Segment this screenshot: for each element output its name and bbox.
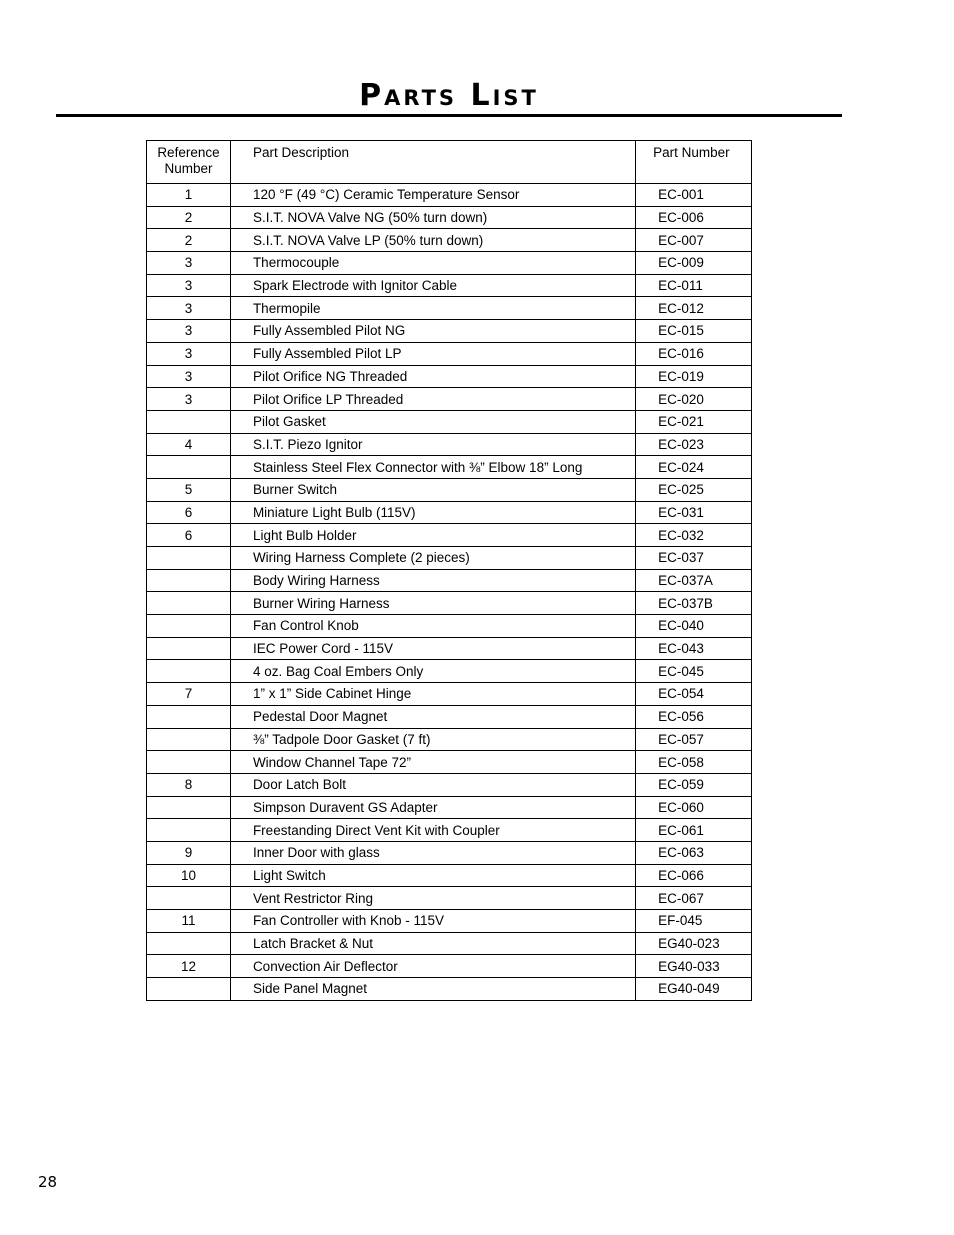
part-description-cell: Pilot Orifice LP Threaded [230,388,635,411]
header-part-number: Part Number [636,141,752,184]
part-description-cell: Light Switch [230,864,635,887]
part-description-cell: Fully Assembled Pilot LP [230,342,635,365]
reference-number-cell: 10 [147,864,231,887]
reference-number-cell [147,637,231,660]
page-title: Parts List [359,78,539,113]
part-description-cell: Pedestal Door Magnet [230,705,635,728]
reference-number-cell: 3 [147,388,231,411]
part-description-cell: Stainless Steel Flex Connector with ⅜” Elbow 18” Long [230,456,635,479]
part-description-cell: Side Panel Magnet [230,978,635,1001]
part-description-cell: ⅜” Tadpole Door Gasket (7 ft) [230,728,635,751]
part-number-cell: EC-020 [636,388,752,411]
table-row [147,410,752,433]
part-description-cell: S.I.T. Piezo Ignitor [230,433,635,456]
table-row [147,456,752,479]
table-row [147,501,752,524]
table-row [147,728,752,751]
part-description-cell: Fan Control Knob [230,615,635,638]
table-row [147,955,752,978]
part-number-cell: EC-067 [636,887,752,910]
reference-number-cell [147,660,231,683]
table-row [147,910,752,933]
part-number-cell: EG40-033 [636,955,752,978]
table-row [147,365,752,388]
part-number-cell: EC-023 [636,433,752,456]
table-row [147,660,752,683]
reference-number-cell: 3 [147,320,231,343]
reference-number-cell [147,978,231,1001]
part-number-cell: EC-059 [636,773,752,796]
table-header-row [147,141,752,184]
table-row [147,320,752,343]
table-row [147,978,752,1001]
table-row [147,297,752,320]
reference-number-cell: 3 [147,297,231,320]
part-description-cell: Window Channel Tape 72” [230,751,635,774]
table-row [147,252,752,275]
reference-number-cell [147,705,231,728]
part-number-cell: EC-016 [636,342,752,365]
reference-number-cell [147,410,231,433]
reference-number-cell: 11 [147,910,231,933]
table-row [147,388,752,411]
part-description-cell: Fan Controller with Knob - 115V [230,910,635,933]
part-description-cell: Miniature Light Bulb (115V) [230,501,635,524]
reference-number-cell [147,547,231,570]
table-row [147,524,752,547]
header-part-description: Part Description [230,141,635,184]
reference-number-cell: 12 [147,955,231,978]
part-number-cell: EC-006 [636,206,752,229]
part-description-cell: S.I.T. NOVA Valve LP (50% turn down) [230,229,635,252]
part-number-cell: EC-015 [636,320,752,343]
reference-number-cell: 1 [147,184,231,207]
reference-number-cell: 6 [147,501,231,524]
part-description-cell: Pilot Orifice NG Threaded [230,365,635,388]
part-number-cell: EC-012 [636,297,752,320]
table-row [147,342,752,365]
parts-table-body [147,184,752,1001]
part-number-cell: EC-037A [636,569,752,592]
part-description-cell: Freestanding Direct Vent Kit with Coupler [230,819,635,842]
table-row [147,615,752,638]
part-number-cell: EC-043 [636,637,752,660]
header-reference-number: Reference Number [147,141,231,184]
table-row [147,932,752,955]
part-description-cell: Spark Electrode with Ignitor Cable [230,274,635,297]
parts-table [146,140,752,1001]
table-row [147,184,752,207]
part-description-cell: Vent Restrictor Ring [230,887,635,910]
reference-number-cell: 3 [147,252,231,275]
part-number-cell: EG40-049 [636,978,752,1001]
reference-number-cell [147,887,231,910]
table-row [147,796,752,819]
reference-number-cell [147,796,231,819]
part-description-cell: Fully Assembled Pilot NG [230,320,635,343]
part-number-cell: EC-001 [636,184,752,207]
table-row [147,683,752,706]
part-number-cell: EC-056 [636,705,752,728]
reference-number-cell [147,932,231,955]
part-number-cell: EC-054 [636,683,752,706]
reference-number-cell [147,456,231,479]
reference-number-cell: 2 [147,206,231,229]
table-row [147,592,752,615]
part-description-cell: Light Bulb Holder [230,524,635,547]
table-row [147,274,752,297]
reference-number-cell: 7 [147,683,231,706]
part-description-cell: Thermocouple [230,252,635,275]
part-number-cell: EC-066 [636,864,752,887]
part-number-cell: EC-011 [636,274,752,297]
part-number-cell: EC-057 [636,728,752,751]
part-number-cell: EC-019 [636,365,752,388]
part-number-cell: EC-021 [636,410,752,433]
part-description-cell: Door Latch Bolt [230,773,635,796]
table-row [147,547,752,570]
table-row [147,637,752,660]
part-number-cell: EC-060 [636,796,752,819]
part-number-cell: EC-024 [636,456,752,479]
reference-number-cell [147,569,231,592]
reference-number-cell: 3 [147,365,231,388]
reference-number-cell: 6 [147,524,231,547]
table-row [147,841,752,864]
reference-number-cell: 4 [147,433,231,456]
reference-number-cell [147,592,231,615]
part-number-cell: EC-009 [636,252,752,275]
table-row [147,206,752,229]
part-number-cell: EC-063 [636,841,752,864]
part-description-cell: IEC Power Cord - 115V [230,637,635,660]
part-number-cell: EC-025 [636,478,752,501]
table-row [147,569,752,592]
part-description-cell: 120 °F (49 °C) Ceramic Temperature Sensor [230,184,635,207]
table-row [147,229,752,252]
part-description-cell: 4 oz. Bag Coal Embers Only [230,660,635,683]
part-description-cell: Body Wiring Harness [230,569,635,592]
part-number-cell: EC-037B [636,592,752,615]
reference-number-cell: 2 [147,229,231,252]
part-description-cell: Latch Bracket & Nut [230,932,635,955]
reference-number-cell: 3 [147,342,231,365]
part-number-cell: EC-040 [636,615,752,638]
part-description-cell: S.I.T. NOVA Valve NG (50% turn down) [230,206,635,229]
part-description-cell: Thermopile [230,297,635,320]
part-number-cell: EC-058 [636,751,752,774]
part-description-cell: 1” x 1” Side Cabinet Hinge [230,683,635,706]
table-row [147,819,752,842]
part-number-cell: EF-045 [636,910,752,933]
table-row [147,433,752,456]
table-row [147,773,752,796]
table-row [147,705,752,728]
reference-number-cell: 9 [147,841,231,864]
part-number-cell: EC-037 [636,547,752,570]
reference-number-cell [147,728,231,751]
part-description-cell: Burner Wiring Harness [230,592,635,615]
table-row [147,864,752,887]
part-number-cell: EC-061 [636,819,752,842]
part-number-cell: EC-045 [636,660,752,683]
reference-number-cell: 8 [147,773,231,796]
reference-number-cell: 3 [147,274,231,297]
part-number-cell: EC-031 [636,501,752,524]
reference-number-cell [147,751,231,774]
part-description-cell: Inner Door with glass [230,841,635,864]
table-row [147,478,752,501]
page-number: 28 [38,1173,58,1191]
part-description-cell: Burner Switch [230,478,635,501]
table-row [147,751,752,774]
reference-number-cell [147,615,231,638]
reference-number-cell [147,819,231,842]
part-description-cell: Simpson Duravent GS Adapter [230,796,635,819]
part-description-cell: Wiring Harness Complete (2 pieces) [230,547,635,570]
table-row [147,887,752,910]
part-number-cell: EC-007 [636,229,752,252]
part-description-cell: Pilot Gasket [230,410,635,433]
part-number-cell: EC-032 [636,524,752,547]
part-number-cell: EG40-023 [636,932,752,955]
part-description-cell: Convection Air Deflector [230,955,635,978]
reference-number-cell: 5 [147,478,231,501]
title-underline [56,114,842,117]
